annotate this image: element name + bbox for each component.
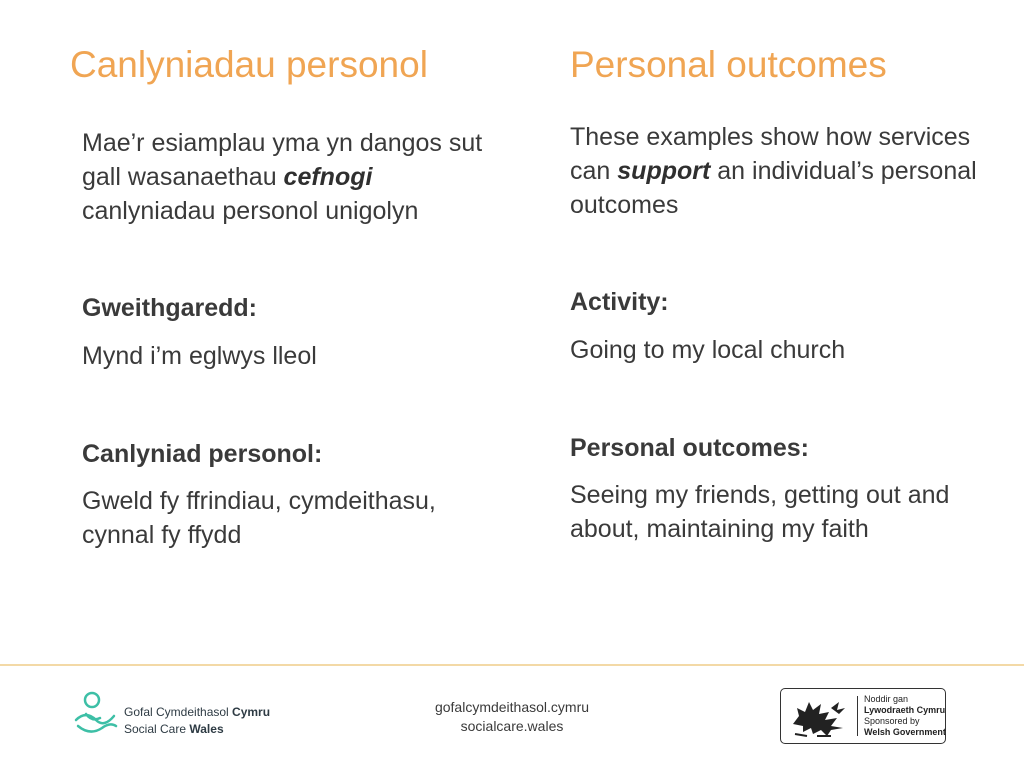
welsh-dragon-icon — [787, 694, 851, 738]
footer-divider — [0, 664, 1024, 666]
english-outcome-text: Seeing my friends, getting out and about, maintaining my faith — [570, 481, 950, 543]
welsh-intro-emphasis: cefnogi — [283, 163, 373, 191]
footer-websites — [404, 698, 620, 736]
logo-wordmark: Gofal Cymdeithasol Cymru Social Care Wales — [124, 705, 271, 736]
welsh-activity-text: Mynd i’m eglwys lleol — [82, 342, 317, 370]
english-activity-text: Going to my local church — [570, 336, 846, 364]
english-activity-label: Activity: — [570, 288, 669, 316]
welsh-outcome-label: Canlyniad personol: — [82, 440, 323, 468]
welsh-government-badge — [780, 688, 946, 744]
badge-text: Noddir gan Lywodraeth Cymru Sponsored by Welsh Government — [864, 694, 946, 737]
welsh-activity-label: Gweithgaredd: — [82, 294, 258, 322]
website-welsh[interactable]: gofalcymdeithasol.cymru — [434, 699, 590, 715]
social-care-wales-logo-icon — [72, 690, 120, 740]
welsh-outcome-text: Gweld fy ffrindiau, cymdeithasu, cynnal fy ffydd — [82, 487, 436, 549]
english-intro-emphasis: support — [617, 157, 711, 185]
welsh-heading: Canlyniadau personol — [70, 44, 428, 85]
social-care-wales-logo — [72, 690, 302, 740]
welsh-intro: Mae’r esiamplau yma yn dangos sut gall wasanaethau cefnogi canlyniadau personol unigolyn — [82, 129, 483, 225]
english-intro: These examples show how services can support an individual’s personal outcomes — [570, 123, 977, 219]
english-heading: Personal outcomes — [570, 44, 887, 85]
website-english[interactable]: socialcare.wales — [460, 718, 564, 734]
badge-divider — [857, 696, 858, 736]
english-outcome-label: Personal outcomes: — [570, 434, 809, 462]
